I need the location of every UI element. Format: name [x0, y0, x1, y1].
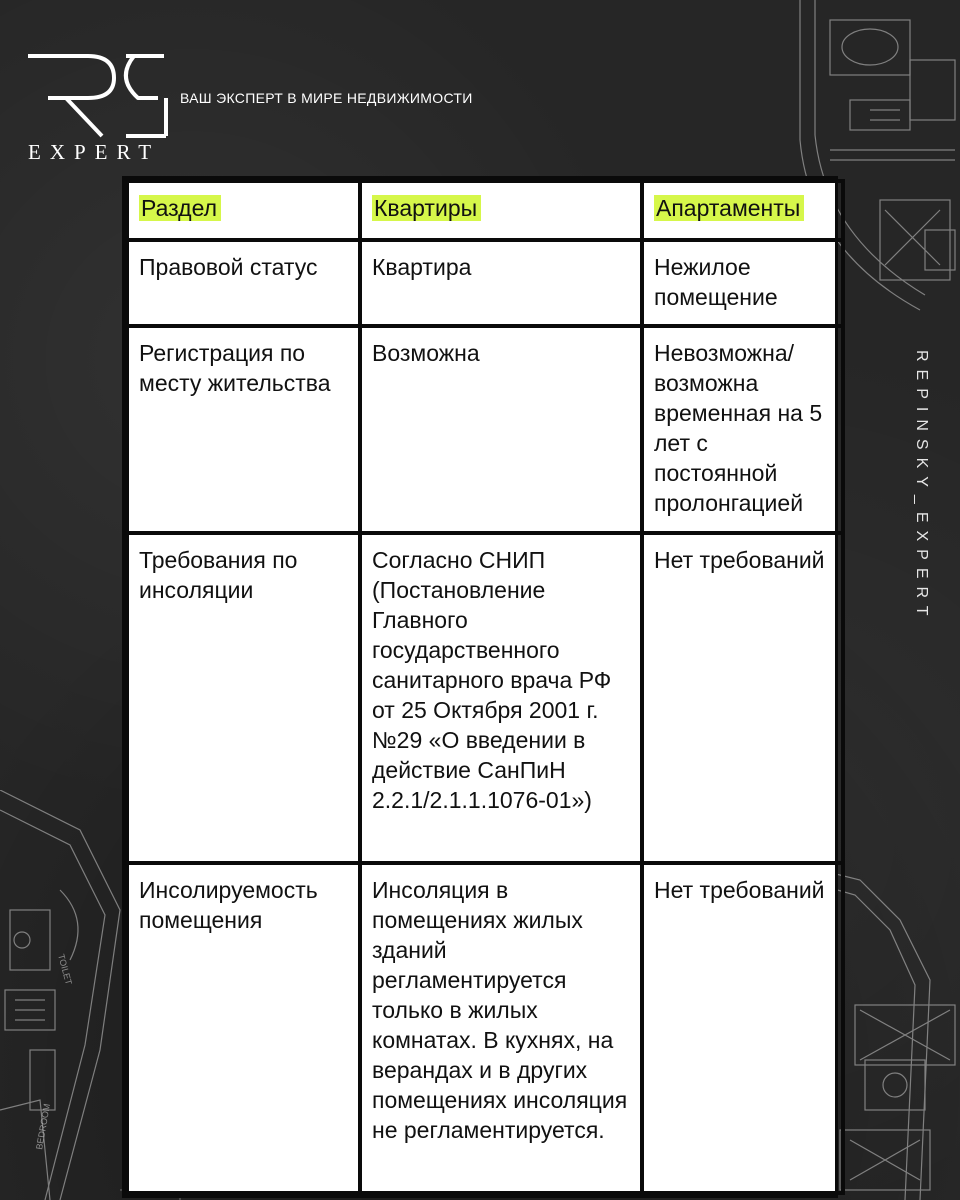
- row-apartments-cell: Нежилое помещение: [642, 240, 843, 326]
- re-expert-logo: [26, 48, 176, 163]
- row-flats-cell: Квартира: [360, 240, 642, 326]
- row-flats-cell: Возможна: [360, 326, 642, 533]
- table-row: [127, 533, 843, 863]
- header-cell-apartments: [642, 181, 843, 240]
- header-apartments-label: Апартаменты: [654, 195, 804, 221]
- table-row: [127, 240, 843, 326]
- row-apartments-cell: Невозможна/ возможна временная на 5 лет с постоянной пролонгацией: [642, 326, 843, 533]
- table-header-row: [127, 181, 843, 240]
- row-section-cell: Инсолируемость помещения: [127, 863, 360, 1193]
- re-logo-mark: [26, 48, 176, 143]
- row-apartments-cell: Нет требований: [642, 533, 843, 863]
- row-flats-cell: Согласно СНИП (Постановление Главного государственного санитарного врача РФ от 25 Октября 2001 г. №29 «О введении в действие СанПиН 2.2.1/2.1.1.1076-01»): [360, 533, 642, 863]
- logo-subtitle: EXPERT: [28, 140, 161, 164]
- row-flats-cell: Инсоляция в помещениях жилых зданий регламентируется только в жилых комнатах. В кухнях, на верандах и в других помещениях инсоляция не регламентируется.: [360, 863, 642, 1193]
- blueprint-bottom-left-decoration: [0, 790, 130, 1200]
- header-section-label: Раздел: [139, 195, 221, 221]
- side-handle-text: REPINSKY_EXPERT: [913, 350, 930, 624]
- blueprint-bedroom-label: BEDROOM: [34, 1102, 53, 1151]
- row-section-cell: Регистрация по месту жительства: [127, 326, 360, 533]
- blueprint-toilet-label: TOILET: [56, 952, 74, 986]
- row-section-cell: Требования по инсоляции: [127, 533, 360, 863]
- brand-tagline: ВАШ ЭКСПЕРТ В МИРЕ НЕДВИЖИМОСТИ: [180, 90, 473, 106]
- comparison-table: [122, 176, 838, 1198]
- row-apartments-cell: Нет требований: [642, 863, 843, 1193]
- table-row: [127, 863, 843, 1193]
- header-flats-label: Квартиры: [372, 195, 481, 221]
- table-row: [127, 326, 843, 533]
- row-section-cell: Правовой статус: [127, 240, 360, 326]
- header-cell-section: [127, 181, 360, 240]
- header-cell-flats: [360, 181, 642, 240]
